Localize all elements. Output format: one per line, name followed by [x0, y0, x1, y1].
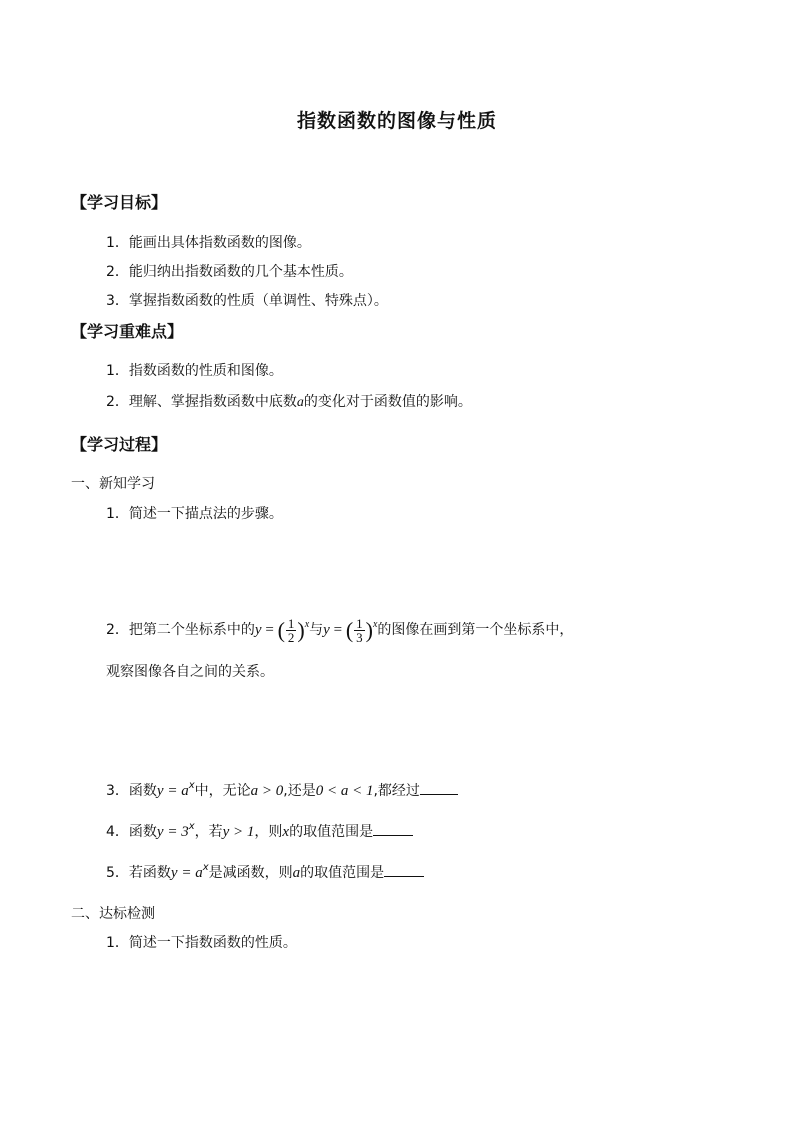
q5-suffix: 的取值范围是: [300, 865, 385, 881]
document-title: 指数函数的图像与性质: [296, 110, 497, 132]
key-point-2-text-after: 的变化对于函数值的影响。: [303, 394, 472, 410]
q4-condition: y > 1: [222, 824, 255, 840]
q2-connector: 与: [309, 622, 324, 638]
part2-question-1: 1．简述一下指数函数的性质。: [106, 935, 297, 951]
section-heading-key-points: 【学习重难点】: [71, 322, 184, 341]
q4-exponent: x: [188, 821, 195, 832]
answer-blank-q3[interactable]: [420, 780, 458, 795]
question-2-line-2: 观察图像各自之间的关系。: [106, 664, 274, 680]
section-heading-goals: 【学习目标】: [71, 193, 168, 212]
q5-variable: a: [292, 865, 301, 881]
q2-prefix: 2．把第二个坐标系中的: [106, 622, 255, 638]
q5-prefix: 5．若函数: [106, 865, 171, 881]
q5-mid: 是减函数，则: [208, 865, 293, 881]
q3-suffix: ,都经过: [373, 783, 420, 799]
question-1: 1．简述一下描点法的步骤。: [106, 506, 283, 522]
key-point-item-2: [106, 391, 472, 411]
q4-variable: x: [282, 824, 290, 840]
q5-function: y = a: [170, 865, 203, 881]
section-heading-process: 【学习过程】: [71, 435, 168, 454]
q3-prefix: 3．函数: [106, 783, 157, 799]
goal-item-3: 3．掌握指数函数的性质（单调性、特殊点）。: [106, 293, 388, 309]
q3-mid2: ,还是: [283, 783, 316, 799]
q4-mid: ，若: [194, 824, 223, 840]
q3-mid: 中，无论: [194, 783, 251, 799]
q4-prefix: 4．函数: [106, 824, 157, 840]
formula-2: y = ( $\frac{1}{3}$ )$^x$: [323, 616, 378, 646]
q5-exponent: x: [202, 862, 209, 873]
q3-condition-1: a > 0: [250, 783, 284, 799]
variable-a: a: [296, 395, 304, 410]
q4-function: y = 3: [156, 824, 189, 840]
q4-mid2: ，则: [254, 824, 283, 840]
part2-heading: 二、达标检测: [71, 906, 155, 922]
part1-heading: 一、新知学习: [71, 476, 155, 492]
q2-suffix: 的图像在画到第一个坐标系中，: [377, 622, 574, 638]
key-point-2-text-before: 2．理解、掌握指数函数中底数: [106, 394, 297, 410]
key-point-item-1: 1．指数函数的性质和图像。: [106, 363, 283, 379]
goal-item-2: 2．能归纳出指数函数的几个基本性质。: [106, 264, 353, 280]
goal-item-1: 1．能画出具体指数函数的图像。: [106, 235, 311, 251]
q3-function: y = a: [156, 783, 189, 799]
answer-blank-q4[interactable]: [373, 821, 413, 836]
question-2: [106, 610, 573, 650]
q3-condition-2: 0 < a < 1: [315, 783, 374, 799]
formula-1: y = ( $\frac{1}{2}$ )$^x$: [254, 616, 310, 646]
question-4: [106, 821, 413, 841]
answer-blank-q5[interactable]: [384, 862, 424, 877]
question-3: [106, 780, 458, 800]
q3-exponent: x: [188, 780, 195, 791]
question-5: [106, 862, 424, 882]
q4-suffix: 的取值范围是: [289, 824, 374, 840]
